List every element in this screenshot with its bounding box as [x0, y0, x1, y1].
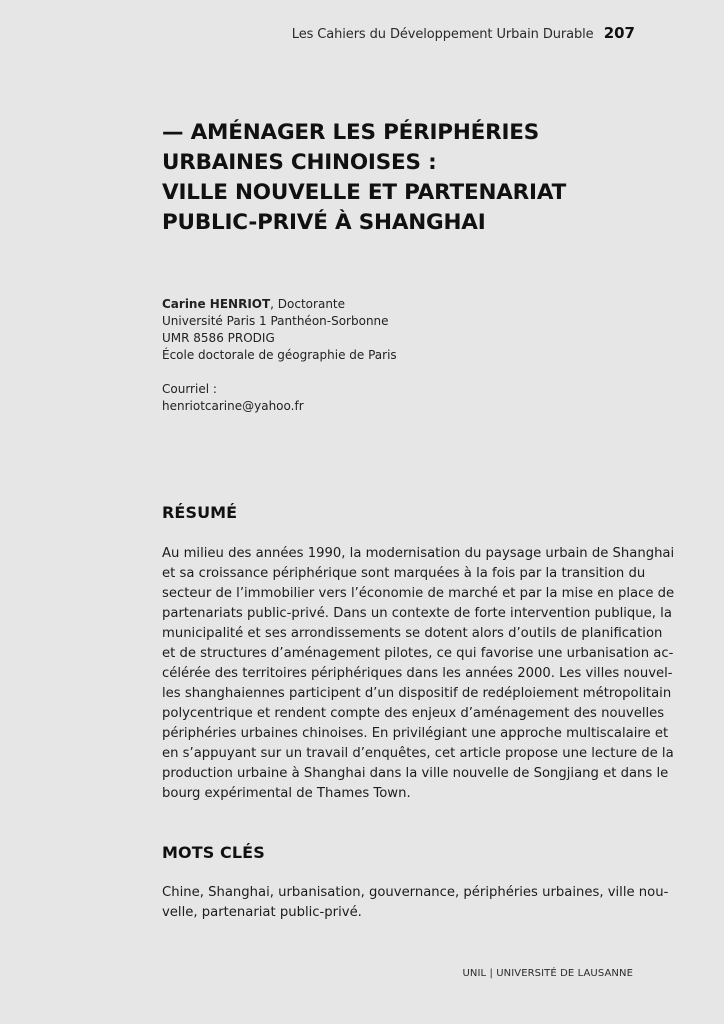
email-label: Courriel :: [162, 382, 217, 396]
keywords-heading: MOTS CLÉS: [162, 843, 265, 862]
abstract-line: partenariats public-privé. Dans un contexte de forte intervention publique, la: [162, 606, 672, 621]
abstract-line: production urbaine à Shanghai dans la ville nouvelle de Songjiang et dans le: [162, 766, 669, 781]
title-line: PUBLIC-PRIVÉ À SHANGHAI: [162, 210, 486, 235]
title-line: — AMÉNAGER LES PÉRIPHÉRIES: [162, 120, 540, 145]
journal-title: Les Cahiers du Développement Urbain Durable: [291, 27, 594, 42]
abstract-line: périphéries urbaines chinoises. En privilégiant une approche multiscalaire et: [162, 726, 669, 741]
running-header: [292, 24, 635, 42]
abstract-text: [162, 544, 675, 804]
abstract-line: polycentrique et rendent compte des enjeux d’aménagement des nouvelles: [162, 706, 665, 721]
email-address: henriotcarine@yahoo.fr: [162, 399, 304, 413]
keywords-text: [162, 883, 669, 923]
abstract-line: et sa croissance périphérique sont marquées à la fois par la transition du: [162, 566, 646, 581]
title-line: VILLE NOUVELLE ET PARTENARIAT: [162, 180, 567, 205]
author-name: Carine HENRIOT: [162, 297, 271, 311]
abstract-line: secteur de l’immobilier vers l’économie de marché et par la mise en place de: [162, 586, 675, 601]
publisher-footer: UNIL | UNIVERSITÉ DE LAUSANNE: [462, 968, 633, 979]
abstract-line: municipalité et ses arrondissements se dotent alors d’outils de planification: [162, 626, 663, 641]
affiliation-line: UMR 8586 PRODIG: [162, 331, 275, 345]
keywords-line: velle, partenariat public-privé.: [162, 905, 362, 920]
keywords-line: Chine, Shanghai, urbanisation, gouvernance, périphéries urbaines, ville nou-: [162, 885, 669, 900]
abstract-line: Au milieu des années 1990, la modernisation du paysage urbain de Shanghai: [162, 546, 675, 561]
page-number: 207: [603, 24, 635, 42]
article-title: [162, 118, 602, 238]
affiliation-line: École doctorale de géographie de Paris: [162, 348, 397, 362]
abstract-line: et de structures d’aménagement pilotes, ce qui favorise une urbanisation ac-: [162, 646, 674, 661]
title-line: URBAINES CHINOISES :: [162, 150, 437, 175]
author-info: [162, 296, 397, 364]
abstract-heading: RÉSUMÉ: [162, 503, 238, 522]
author-role: , Doctorante: [270, 297, 346, 311]
author-line: [162, 296, 397, 313]
abstract-line: les shanghaiennes participent d’un dispositif de redéploiement métropolitain: [162, 686, 672, 701]
abstract-line: bourg expérimental de Thames Town.: [162, 786, 411, 801]
affiliation-line: Université Paris 1 Panthéon-Sorbonne: [162, 314, 389, 328]
abstract-line: en s’appuyant sur un travail d’enquêtes, cet article propose une lecture de la: [162, 746, 674, 761]
contact-info: [162, 381, 304, 415]
abstract-line: célérée des territoires périphériques dans les années 2000. Les villes nouvel-: [162, 666, 673, 681]
